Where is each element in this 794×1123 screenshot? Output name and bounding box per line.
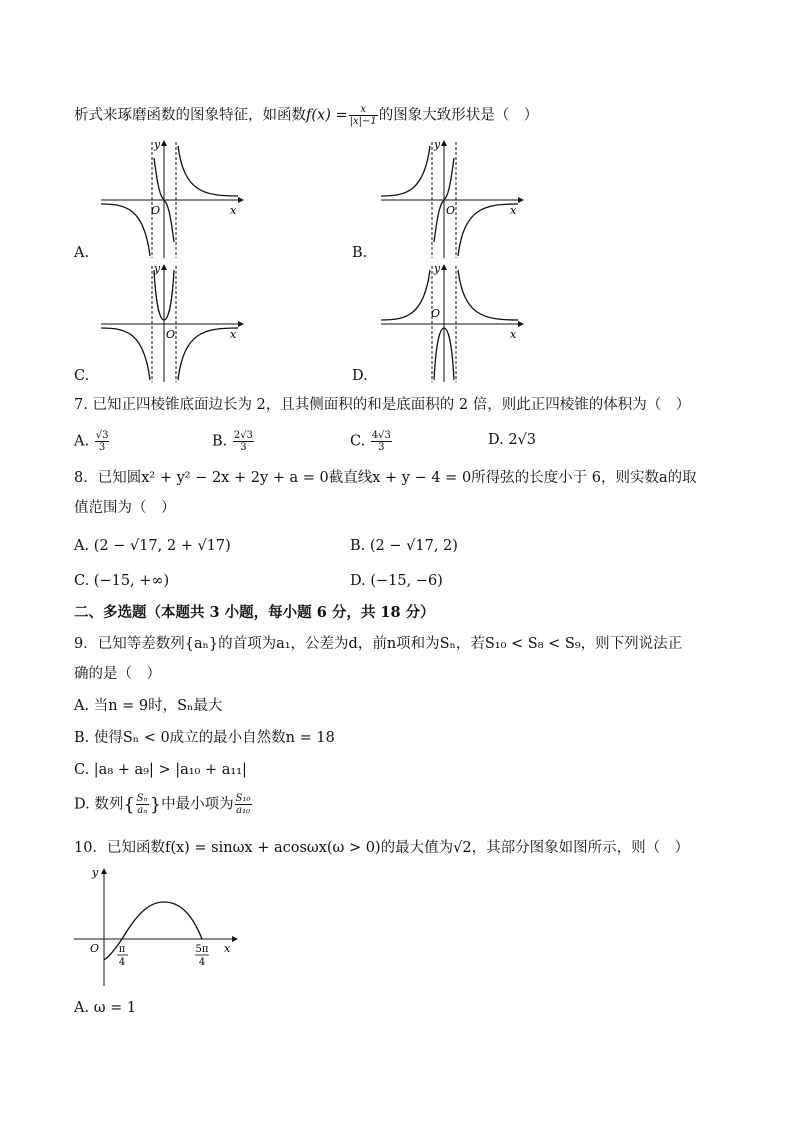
q7-a-fraction: $\frac{√3}{3}$ <box>95 430 109 453</box>
q6-option-c[interactable]: C. <box>74 368 90 384</box>
right-brace: } <box>149 794 162 816</box>
q10-graph <box>72 866 242 990</box>
origin-label: O <box>431 307 441 320</box>
q8-stem-line2: 值范围为（ ） <box>74 500 176 516</box>
q7-option-b[interactable]: B. $\frac{2√3}{3}$ <box>212 430 253 453</box>
origin-label: O <box>446 204 456 217</box>
q9-option-b[interactable]: B. 使得Sₙ < 0成立的最小自然数n = 18 <box>74 730 335 746</box>
tick-pi-over-4-den: 4 <box>118 957 126 968</box>
q8-option-d[interactable]: D. (−15, −6) <box>350 573 443 589</box>
q6-option-a[interactable]: A. <box>74 245 90 261</box>
x-axis-label: x <box>510 204 517 217</box>
q9-d-fraction-2: $\frac{\text{S₁₀}}{\text{a₁₀}}$ <box>235 793 251 816</box>
y-axis-label: y <box>154 138 161 151</box>
graph-option-d <box>376 262 526 384</box>
q8-option-a[interactable]: A. (2 − √17, 2 + √17) <box>74 538 231 554</box>
q9-d-fraction: $\frac{\text{Sₙ}}{\text{aₙ}}$ <box>136 793 148 816</box>
y-axis-label: y <box>92 866 99 879</box>
q7-option-c[interactable]: C. $\frac{4√3}{3}$ <box>350 430 391 453</box>
graph-option-b <box>376 138 526 260</box>
intro-line: 析式来琢磨函数的图象特征，如函数f(x) = $\frac{x}{|x|-1}$ 的图象大致形状是（ ） <box>74 104 539 127</box>
q6-option-b[interactable]: B. <box>352 245 368 261</box>
origin-label: O <box>166 328 176 341</box>
q9-option-a[interactable]: A. 当n = 9时，Sₙ最大 <box>74 698 223 714</box>
q6-option-d[interactable]: D. <box>352 368 368 384</box>
q9-option-d[interactable]: D. 数列{ $\frac{\text{Sₙ}}{\text{aₙ}}$ }中最小项为 $\frac{\text{S₁₀}}{\text{a₁₀}}$ <box>74 793 251 816</box>
y-axis-label: y <box>434 138 441 151</box>
tick-5pi-over-4-num: 5π <box>195 944 209 955</box>
q8-option-c[interactable]: C. (−15, +∞) <box>74 573 170 589</box>
left-brace: { <box>123 794 135 816</box>
q8-option-b[interactable]: B. (2 − √17, 2) <box>350 538 458 554</box>
x-axis-label: x <box>510 328 517 341</box>
y-axis-label: y <box>154 262 161 275</box>
q7-stem: 7. 已知正四棱锥底面边长为 2，且其侧面积的和是底面积的 2 倍，则此正四棱锥的体积为（ ） <box>74 397 691 413</box>
q7-option-a[interactable]: A. $\frac{√3}{3}$ <box>74 430 109 453</box>
q9-stem-line2: 确的是（ ） <box>74 666 161 682</box>
tick-pi-over-4-num: π <box>118 944 126 955</box>
q9-stem-line1: 9．已知等差数列{aₙ}的首项为a₁，公差为d，前n项和为Sₙ，若S₁₀ < S₈ < S₉，则下列说法正 <box>74 636 683 652</box>
section-title: 二、多选题（本题共 3 小题，每小题 6 分，共 18 分） <box>74 604 435 621</box>
x-axis-label: x <box>230 204 237 217</box>
origin-label: O <box>151 204 161 217</box>
x-axis-label: x <box>230 328 237 341</box>
intro-fraction: $\frac{x}{|x|-1}$ <box>349 104 377 127</box>
y-axis-label: y <box>434 262 441 275</box>
q7-b-fraction: $\frac{2√3}{3}$ <box>233 430 253 453</box>
tick-5pi-over-4-den: 4 <box>198 957 206 968</box>
q8-stem-line1: 8．已知圆x² + y² − 2x + 2y + a = 0截直线x + y − 4 = 0所得弦的长度小于 6，则实数a的取 <box>74 470 697 486</box>
origin-label: O <box>90 942 100 955</box>
q7-option-d[interactable]: D. 2√3 <box>488 432 537 448</box>
q10-option-a[interactable]: A. ω = 1 <box>74 1000 137 1016</box>
q7-c-fraction: $\frac{4√3}{3}$ <box>371 430 391 453</box>
x-axis-label: x <box>224 942 231 955</box>
graph-option-c <box>96 262 246 384</box>
graph-option-a <box>96 138 246 260</box>
q9-option-c[interactable]: C. |a₈ + a₉| > |a₁₀ + a₁₁| <box>74 762 247 778</box>
q10-stem: 10．已知函数f(x) = sinωx + acosωx(ω > 0)的最大值为√2，其部分图象如图所示，则（ ） <box>74 840 690 856</box>
